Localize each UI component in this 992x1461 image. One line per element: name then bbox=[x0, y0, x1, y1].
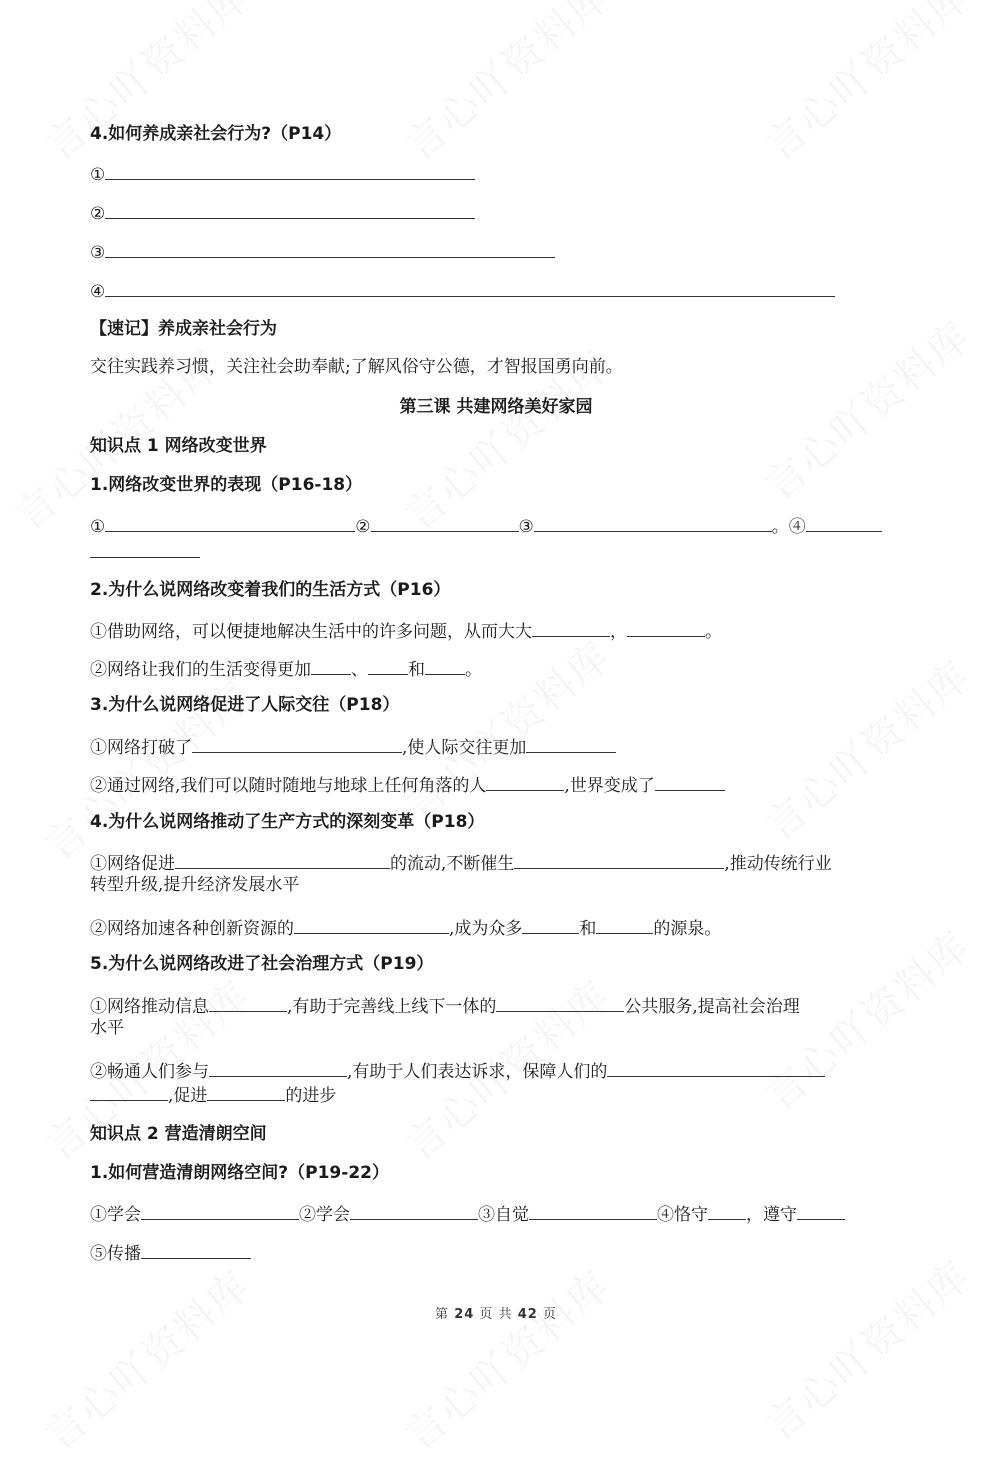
footer-text: 页 共 bbox=[479, 1307, 513, 1322]
fill-blank[interactable] bbox=[607, 1058, 825, 1077]
answer-line bbox=[90, 1240, 251, 1265]
answer-text: ②网络加速各种创新资源的 bbox=[90, 919, 294, 939]
fill-blank[interactable] bbox=[532, 618, 610, 637]
answer-text: 和 bbox=[579, 919, 597, 939]
fill-blank[interactable] bbox=[514, 850, 724, 869]
answer-text: ①网络推动信息 bbox=[90, 997, 209, 1017]
fill-blank[interactable] bbox=[90, 1082, 168, 1101]
watermark bbox=[31, 1256, 261, 1461]
fill-blank[interactable] bbox=[207, 1082, 285, 1101]
watermark bbox=[391, 1256, 621, 1461]
fill-blank[interactable] bbox=[526, 734, 616, 753]
answer-text: ②通过网络,我们可以随时随地与地球上任何角落的人 bbox=[90, 776, 487, 796]
answer-text: ,世界变成了 bbox=[564, 776, 655, 796]
answer-line bbox=[90, 656, 482, 681]
memo-title: 【速记】养成亲社会行为 bbox=[90, 319, 277, 339]
fill-blank[interactable] bbox=[209, 1058, 347, 1077]
knowledge-point-title: 知识点 2 营造清朗空间 bbox=[90, 1124, 267, 1144]
page-number: 24 bbox=[454, 1307, 475, 1322]
watermark bbox=[391, 0, 621, 171]
watermark bbox=[751, 1246, 981, 1452]
answer-text: ,推动传统行业 bbox=[724, 854, 832, 874]
fill-blank[interactable] bbox=[534, 513, 772, 532]
page-total: 42 bbox=[517, 1307, 538, 1322]
fill-blank[interactable] bbox=[425, 656, 465, 675]
item-marker: ② bbox=[355, 517, 371, 537]
answer-line bbox=[90, 734, 616, 759]
footer-text: 页 bbox=[542, 1307, 557, 1322]
answer-line-continued: 转型升级,提升经济发展水平 bbox=[90, 875, 300, 895]
fill-blank[interactable] bbox=[294, 915, 449, 934]
answer-line-2 bbox=[90, 200, 475, 225]
fill-blank[interactable] bbox=[655, 772, 725, 791]
answer-line bbox=[90, 993, 800, 1018]
answer-line bbox=[90, 1058, 825, 1083]
fill-blank[interactable] bbox=[105, 513, 355, 532]
fill-blank[interactable] bbox=[192, 734, 402, 753]
fill-blank[interactable] bbox=[806, 513, 882, 532]
item-marker: ④ bbox=[90, 282, 106, 302]
answer-line bbox=[90, 772, 725, 797]
answer-text: ， bbox=[610, 622, 627, 642]
fill-blank[interactable] bbox=[522, 915, 579, 934]
answer-line bbox=[90, 618, 722, 643]
fill-blank[interactable] bbox=[371, 513, 519, 532]
answer-text: ④恪守 bbox=[657, 1205, 708, 1225]
answer-text: 、 bbox=[351, 660, 368, 680]
answer-line bbox=[90, 1201, 845, 1226]
answer-text: ,有助于完善线上线下一体的 bbox=[287, 997, 497, 1017]
fill-blank[interactable] bbox=[368, 656, 408, 675]
fill-blank[interactable] bbox=[141, 1201, 299, 1220]
answer-line-continued bbox=[90, 539, 200, 564]
answer-text: ①网络打破了 bbox=[90, 738, 192, 758]
answer-line-4 bbox=[90, 278, 835, 303]
question-title: 5.为什么说网络改进了社会治理方式（P19） bbox=[90, 954, 434, 974]
answer-text: 和 bbox=[408, 660, 425, 680]
answer-line-3 bbox=[90, 239, 555, 264]
answer-text: ⑤传播 bbox=[90, 1244, 141, 1264]
answer-text: ①借助网络，可以便捷地解决生活中的许多问题，从而大大 bbox=[90, 622, 532, 642]
answer-text: ②畅通人们参与 bbox=[90, 1062, 209, 1082]
answer-text: ②网络让我们的生活变得更加 bbox=[90, 660, 311, 680]
fill-blank[interactable] bbox=[105, 239, 555, 258]
fill-blank[interactable] bbox=[311, 656, 351, 675]
answer-text: 。 bbox=[465, 660, 482, 680]
answer-text: ，遵守 bbox=[746, 1205, 797, 1225]
knowledge-point-title: 知识点 1 网络改变世界 bbox=[90, 436, 267, 456]
question-title: 2.为什么说网络改变着我们的生活方式（P16） bbox=[90, 580, 451, 600]
answer-text: ①网络促进 bbox=[90, 854, 175, 874]
answer-text: 的进步 bbox=[285, 1086, 337, 1106]
lesson-title: 第三课 共建网络美好家园 bbox=[399, 397, 593, 417]
answer-line bbox=[90, 513, 882, 538]
item-marker: ③ bbox=[518, 517, 534, 537]
answer-line bbox=[90, 850, 832, 875]
fill-blank[interactable] bbox=[708, 1201, 746, 1220]
item-marker: ① bbox=[90, 165, 106, 185]
watermark bbox=[751, 646, 981, 852]
answer-text: 公共服务,提高社会治理 bbox=[624, 997, 800, 1017]
memo-text: 交往实践养习惯，关注社会助奉献;了解风俗守公德，才智报国勇向前。 bbox=[90, 357, 623, 377]
watermark bbox=[751, 0, 981, 171]
item-marker: ② bbox=[90, 204, 106, 224]
answer-text: ,有助于人们表达诉求，保障人们的 bbox=[347, 1062, 608, 1082]
fill-blank[interactable] bbox=[209, 993, 287, 1012]
answer-text: ③自觉 bbox=[478, 1205, 529, 1225]
question-title: 3.为什么说网络促进了人际交往（P18） bbox=[90, 695, 400, 715]
answer-line-continued: 水平 bbox=[90, 1018, 124, 1038]
item-marker: 。④ bbox=[771, 517, 806, 537]
fill-blank[interactable] bbox=[596, 915, 653, 934]
answer-line-continued bbox=[90, 1082, 336, 1107]
fill-blank[interactable] bbox=[175, 850, 390, 869]
fill-blank[interactable] bbox=[529, 1201, 657, 1220]
fill-blank[interactable] bbox=[486, 772, 564, 791]
watermark bbox=[751, 916, 981, 1122]
fill-blank[interactable] bbox=[105, 278, 835, 297]
question-title: 1.如何营造清朗网络空间?（P19-22） bbox=[90, 1163, 389, 1183]
item-marker: ③ bbox=[90, 243, 106, 263]
question-title: 1.网络改变世界的表现（P16-18） bbox=[90, 475, 363, 495]
fill-blank[interactable] bbox=[90, 539, 200, 558]
fill-blank[interactable] bbox=[105, 200, 475, 219]
fill-blank[interactable] bbox=[141, 1240, 251, 1259]
fill-blank[interactable] bbox=[350, 1201, 478, 1220]
page-footer bbox=[0, 1303, 992, 1322]
answer-text: ,使人际交往更加 bbox=[402, 738, 527, 758]
answer-text: ,促进 bbox=[168, 1086, 208, 1106]
watermark bbox=[31, 0, 261, 171]
answer-text: ,成为众多 bbox=[449, 919, 523, 939]
answer-line bbox=[90, 915, 721, 940]
item-marker: ① bbox=[90, 517, 106, 537]
fill-blank[interactable] bbox=[627, 618, 705, 637]
answer-text: ②学会 bbox=[299, 1205, 350, 1225]
footer-text: 第 bbox=[435, 1307, 450, 1322]
answer-text: 的流动,不断催生 bbox=[390, 854, 515, 874]
fill-blank[interactable] bbox=[496, 993, 624, 1012]
answer-text: ①学会 bbox=[90, 1205, 141, 1225]
fill-blank[interactable] bbox=[797, 1201, 845, 1220]
answer-text: 的源泉。 bbox=[653, 919, 722, 939]
answer-line-1 bbox=[90, 161, 475, 186]
fill-blank[interactable] bbox=[105, 161, 475, 180]
question-title: 4.为什么说网络推动了生产方式的深刻变革（P18） bbox=[90, 812, 485, 832]
answer-text: 。 bbox=[705, 622, 722, 642]
question-title: 4.如何养成亲社会行为?（P14） bbox=[90, 124, 342, 144]
